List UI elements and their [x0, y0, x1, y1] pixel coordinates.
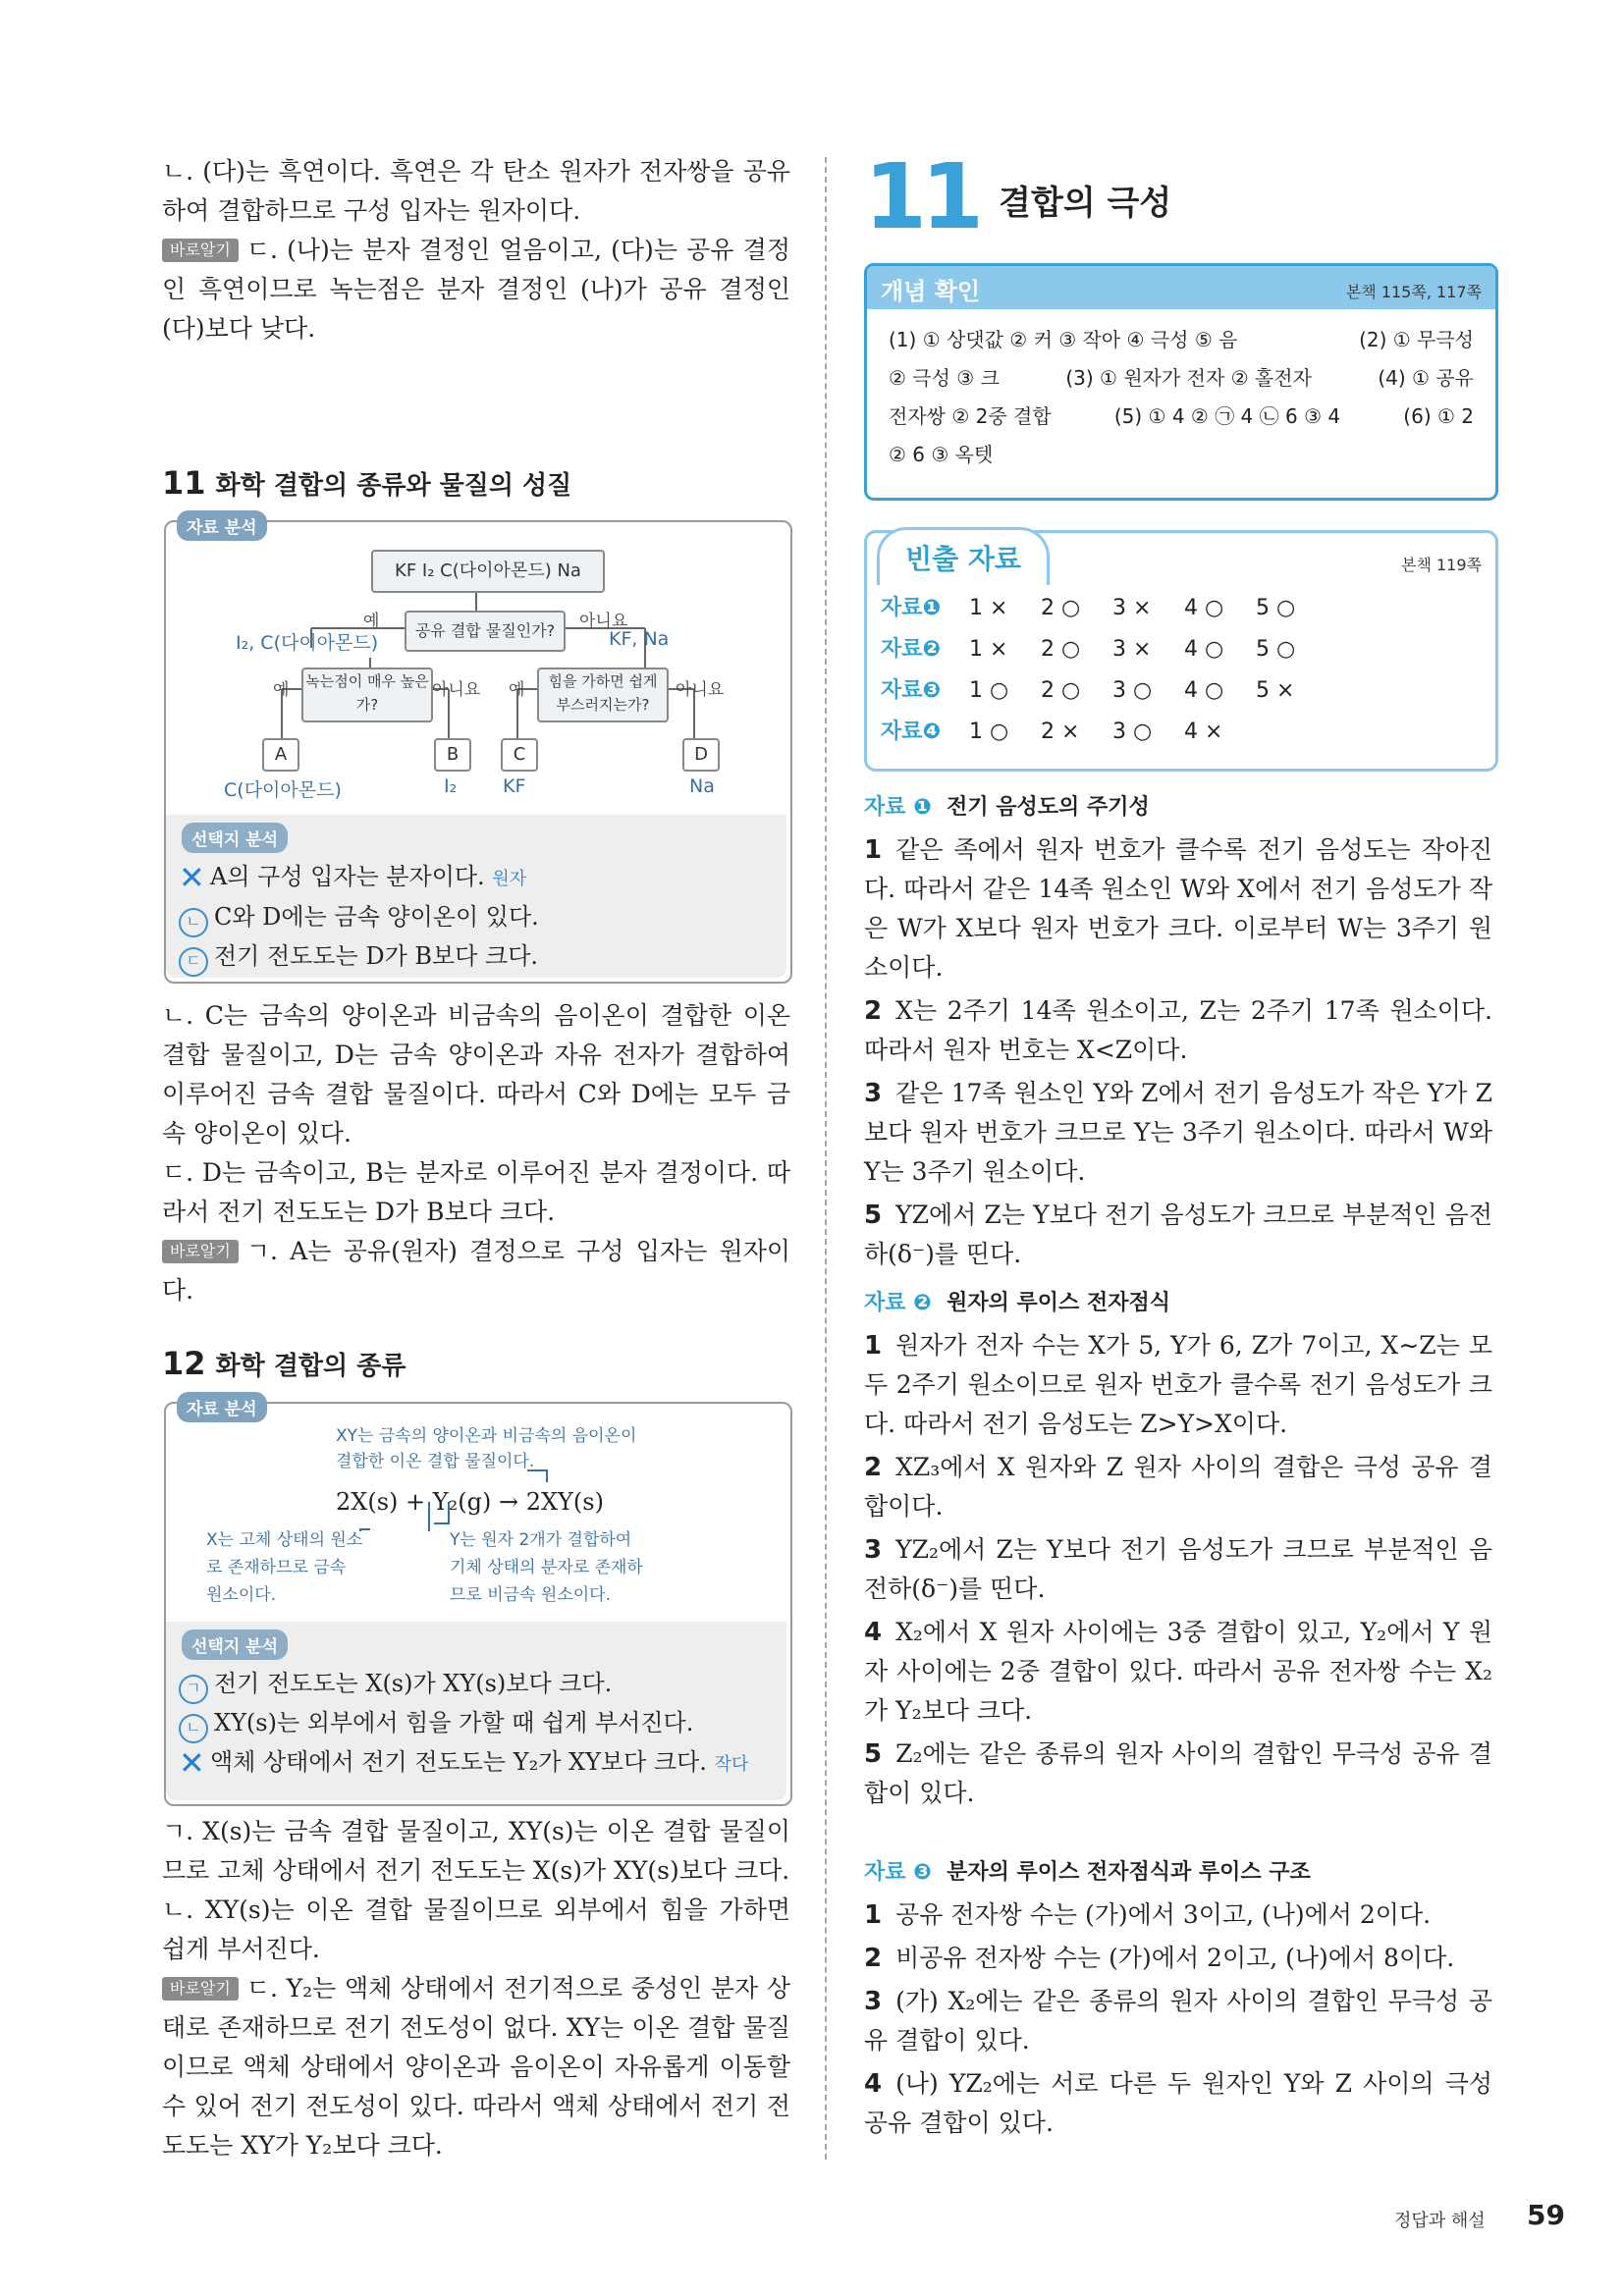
- column-divider: [825, 157, 827, 2160]
- q12-choice-2: ㄴ XY(s)는 외부에서 힘을 가할 때 쉽게 부서진다.: [179, 1704, 778, 1743]
- q12-title: 화학 결합의 종류: [215, 1352, 406, 1381]
- q12-explanation-1: ㄱ. X(s)는 금속 결합 물질이고, XY(s)는 이온 결합 물질이므로 고체 상태에서 전기 전도도는 X(s)가 XY(s)보다 크다.: [162, 1817, 790, 1885]
- q12-equation: 2X(s) + Y₂(g) → 2XY(s): [336, 1488, 604, 1516]
- intro-paragraph-1: ㄴ. (다)는 흑연이다. 흑연은 각 탄소 원자가 전자쌍을 공유하여 결합하므로 구성 입자는 원자이다.: [162, 157, 790, 225]
- flow-a-label: C(다이아몬드): [224, 779, 342, 801]
- data-1-label: 자료 ❶: [864, 795, 932, 820]
- intro-paragraph-2: 바로알기 ㄷ. (나)는 분자 결정인 얼음이고, (다)는 공유 결정인 흑연이므로 녹는점은 분자 결정인 (나)가 공유 결정인 (다)보다 낮다.: [162, 236, 790, 343]
- q11-title: 화학 결합의 종류와 물질의 성질: [215, 471, 572, 501]
- q12-choices: [179, 1665, 778, 1784]
- circle-mark-icon: ㄴ: [179, 1714, 208, 1743]
- q11-choices: [179, 858, 778, 977]
- data-3-label: 자료 ❸: [864, 1860, 932, 1885]
- concept-check-title: 개념 확인: [881, 278, 981, 305]
- frequent-row-2: 자료❷ 1 × 2 ○ 3 × 4 ○ 5 ○: [881, 637, 1296, 662]
- data-1-title: 전기 음성도의 주기성: [947, 795, 1150, 820]
- flow-right-set: KF, Na: [609, 628, 670, 650]
- q12-analysis-tag: 자료 분석: [177, 1392, 267, 1422]
- q12-annotation-right: Y는 원자 2개가 결합하여 기체 상태의 분자로 존재하므로 비금속 원소이다.: [450, 1530, 643, 1605]
- q11-explanation-2: ㄷ. D는 금속이고, B는 분자로 이루어진 분자 결정이다. 따라서 전기 전도도는 D가 B보다 크다.: [162, 1158, 790, 1226]
- data-1-item: 1 같은 족에서 원자 번호가 클수록 전기 음성도는 작아진다. 따라서 같은 14족 원소인 W와 X에서 전기 음성도가 작은 W가 X보다 원자 번호가 크다. 이로부터 W는 3주기 원소이다.: [864, 835, 1492, 982]
- flow-b-label: I₂: [444, 775, 458, 797]
- concept-check-box: [864, 263, 1498, 501]
- chapter-title: 결합의 극성: [999, 184, 1172, 223]
- flow-left-set: I₂, C(다이아몬드): [236, 632, 379, 654]
- frequent-row-4: 자료❹ 1 ○ 2 × 3 ○ 4 ×: [881, 720, 1223, 744]
- frequent-data-box: [864, 530, 1498, 772]
- concept-row-2: ② 극성 ③ 크 (3) ① 원자가 전자 ② 홀전자 (4) ① 공유: [889, 366, 1474, 390]
- chapter-heading: [864, 144, 1172, 249]
- data-2-section: [864, 1286, 1492, 1813]
- q12-number: 12: [162, 1345, 206, 1382]
- concept-row-4: ② 6 ③ 옥텟: [889, 443, 994, 466]
- flow-no-1: 아니요: [579, 612, 628, 631]
- q11-choice-3: ㄷ 전기 전도도는 D가 B보다 크다.: [179, 937, 778, 977]
- flow-node-c: C: [501, 738, 538, 772]
- circle-mark-icon: ㄴ: [179, 908, 208, 937]
- data-1-item: 3 같은 17족 원소인 Y와 Z에서 전기 음성도가 작은 Y가 Z보다 원자 번호가 크므로 Y는 3주기 원소이다. 따라서 W와 Y는 3주기 원소이다.: [864, 1079, 1492, 1186]
- data-3-item: 3 (가) X₂에는 같은 종류의 원자 사이의 결합인 무극성 공유 결합이 있다.: [864, 1987, 1492, 2055]
- frequent-row-1: 자료❶ 1 × 2 ○ 3 × 4 ○ 5 ○: [881, 596, 1296, 620]
- data-1-section: [864, 790, 1492, 1274]
- q12-choice-3: ✕ 액체 상태에서 전기 전도도는 Y₂가 XY보다 크다. 작다: [179, 1744, 749, 1782]
- frequent-row-3: 자료❸ 1 ○ 2 ○ 3 ○ 4 ○ 5 ×: [881, 678, 1295, 703]
- q11-heading: [162, 464, 571, 502]
- flow-yes-3: 예: [509, 680, 525, 700]
- q11-analysis-tag: 자료 분석: [177, 510, 267, 541]
- data-2-item: 4 X₂에서 X 원자 사이에는 3중 결합이 있고, Y₂에서 Y 원자 사이에는 2중 결합이 있다. 따라서 공유 전자쌍 수는 X₂가 Y₂보다 크다.: [864, 1618, 1492, 1725]
- flow-node-b: B: [434, 738, 471, 772]
- data-1-item: 5 YZ에서 Z는 Y보다 전기 음성도가 크므로 부분적인 음전하(δ⁻)를 띤다.: [864, 1201, 1492, 1268]
- flow-yes-1: 예: [363, 612, 380, 631]
- wrong-mark-icon: ✕: [179, 859, 205, 896]
- q12-heading: [162, 1345, 406, 1382]
- data-3-item: 4 (나) YZ₂에는 서로 다른 두 원자인 Y와 Z 사이의 극성 공유 결합이 있다.: [864, 2069, 1492, 2137]
- frequent-data-ref: 본책 119쪽: [1401, 556, 1482, 574]
- flow-c-label: KF: [503, 775, 526, 797]
- concept-row-1: (1) ① 상댓값 ② 커 ③ 작아 ④ 극성 ⑤ 음 (2) ① 무극성: [889, 328, 1474, 351]
- q11-explanation-3: 바로알기 ㄱ. A는 공유(원자) 결정으로 구성 입자는 원자이다.: [162, 1237, 790, 1305]
- data-3-section: [864, 1855, 1492, 2143]
- q12-choice-1: ㄱ 전기 전도도는 X(s)가 XY(s)보다 크다.: [179, 1665, 778, 1704]
- wrong-mark-icon: ✕: [179, 1744, 205, 1782]
- data-3-title: 분자의 루이스 전자점식과 루이스 구조: [947, 1860, 1311, 1885]
- data-2-item: 2 XZ₃에서 X 원자와 Z 원자 사이의 결합은 극성 공유 결합이다.: [864, 1453, 1492, 1521]
- data-1-item: 2 X는 2주기 14족 원소이고, Z는 2주기 17족 원소이다. 따라서 원자 번호는 X<Z이다.: [864, 996, 1492, 1064]
- flow-question-3: 힘을 가하면 쉽게 부스러지는가?: [537, 667, 669, 722]
- left-intro: [162, 152, 790, 348]
- q11-explanation-1: ㄴ. C는 금속의 양이온과 비금속의 음이온이 결합한 이온 결합 물질이고, D는 금속 양이온과 자유 전자가 결합하여 이루어진 금속 결합 물질이다. 따라서 C와 D에는 모두 금속 양이온이 있다.: [162, 1001, 790, 1148]
- data-2-item: 3 YZ₂에서 Z는 Y보다 전기 음성도가 크므로 부분적인 음전하(δ⁻)를 띤다.: [864, 1535, 1492, 1603]
- page-number: 59: [1527, 2199, 1565, 2231]
- q12-explanation: [162, 1812, 790, 2165]
- q11-choice-1: ✕ A의 구성 입자는 분자이다. 원자: [179, 859, 527, 896]
- answer-tag: 바로알기: [162, 239, 239, 262]
- data-2-item: 1 원자가 전자 수는 X가 5, Y가 6, Z가 7이고, X∼Z는 모두 2주기 원소이므로 원자 번호가 클수록 전기 음성도가 크다. 따라서 전기 음성도는 Z>Y>X이다.: [864, 1331, 1492, 1438]
- q12-choice-tag: 선택지 분석: [182, 1629, 288, 1660]
- flow-no-2: 아니요: [432, 680, 481, 700]
- data-3-item: 2 비공유 전자쌍 수는 (가)에서 2이고, (나)에서 8이다.: [864, 1944, 1455, 1973]
- data-2-item: 5 Z₂에는 같은 종류의 원자 사이의 결합인 무극성 공유 결합이 있다.: [864, 1739, 1492, 1807]
- flow-node-d: D: [682, 738, 720, 772]
- data-3-item: 1 공유 전자쌍 수는 (가)에서 3이고, (나)에서 2이다.: [864, 1900, 1432, 1930]
- circle-mark-icon: ㄷ: [179, 947, 208, 977]
- q12-explanation-2: ㄴ. XY(s)는 이온 결합 물질이므로 외부에서 힘을 가하면 쉽게 부서진다.: [162, 1896, 790, 1963]
- flow-d-label: Na: [689, 775, 715, 797]
- q12-annotation-lines: [164, 1463, 788, 1551]
- flow-substances: KF I₂ C(다이아몬드) Na: [371, 550, 605, 593]
- data-2-label: 자료 ❷: [864, 1291, 932, 1315]
- q11-choice-tag: 선택지 분석: [182, 823, 288, 853]
- q12-annotation-left: X는 고체 상태의 원소로 존재하므로 금속 원소이다.: [206, 1530, 363, 1605]
- q12-annotation-top: XY는 금속의 양이온과 비금속의 음이온이 결합한 이온 결합 물질이다.: [336, 1426, 637, 1471]
- flow-node-a: A: [262, 738, 299, 772]
- flow-question-1: 공유 결합 물질인가?: [405, 611, 566, 652]
- frequent-data-title: 빈출 자료: [877, 527, 1050, 585]
- q11-choice-2: ㄴ C와 D에는 금속 양이온이 있다.: [179, 898, 778, 937]
- flow-no-3: 아니요: [676, 680, 725, 700]
- data-2-title: 원자의 루이스 전자점식: [947, 1291, 1170, 1315]
- concept-row-3: 전자쌍 ② 2중 결합 (5) ① 4 ② ㉠ 4 ㉡ 6 ③ 4 (6) ① 2: [889, 404, 1474, 428]
- q11-number: 11: [162, 464, 206, 502]
- flow-yes-2: 예: [273, 680, 290, 700]
- flow-question-2: 녹는점이 매우 높은가?: [301, 667, 433, 722]
- chapter-number: 11: [864, 144, 979, 249]
- q12-explanation-3: 바로알기 ㄷ. Y₂는 액체 상태에서 전기적으로 중성인 분자 상태로 존재하므로 전기 전도성이 없다. XY는 이온 결합 물질이므로 액체 상태에서 양이온과 음이온이 자유롭게 이동할 수 있어 전기 전도성이 있다. 따라서 액체 상태에서 전기 전도도는 XY가 Y₂보다 크다.: [162, 1974, 790, 2160]
- q11-explanation: [162, 996, 790, 1310]
- concept-check-ref: 본책 115쪽, 117쪽: [1345, 283, 1482, 301]
- footer-label: 정답과 해설: [1394, 2211, 1486, 2231]
- circle-mark-icon: ㄱ: [179, 1675, 208, 1704]
